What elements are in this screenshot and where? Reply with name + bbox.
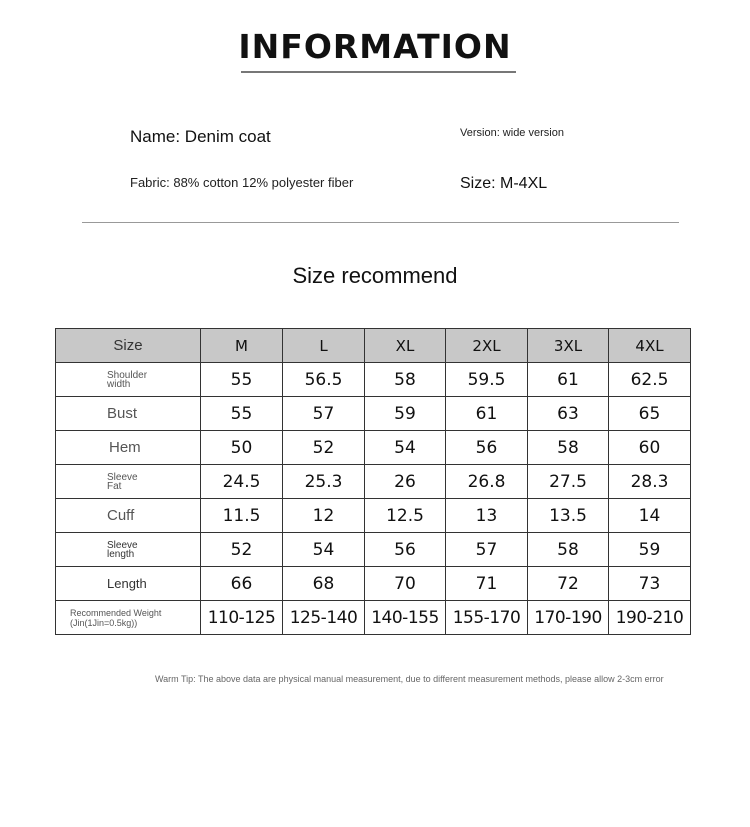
row-label-line: Bust <box>107 405 138 422</box>
row-label-line: (Jin(1Jin=0.5kg)) <box>70 617 138 628</box>
row-label-line: Sleeve <box>107 471 138 483</box>
product-name: Name: Denim coat <box>130 127 271 146</box>
table-cell: 58 <box>365 363 446 397</box>
row-label-line: width <box>107 378 131 390</box>
table-cell: 170-190 <box>528 601 609 635</box>
row-label-sleeve-fat <box>56 465 201 499</box>
table-cell: 13 <box>446 499 528 533</box>
table-cell: 125-140 <box>283 601 365 635</box>
table-row <box>56 397 691 431</box>
product-fabric: Fabric: 88% cotton 12% polyester fiber <box>130 175 354 190</box>
table-cell: 12.5 <box>365 499 446 533</box>
table-cell: 11.5 <box>201 499 283 533</box>
row-label-bust <box>56 397 201 431</box>
column-header-l: L <box>283 329 365 363</box>
row-label-shoulder-width <box>56 363 201 397</box>
table-cell: 71 <box>446 567 528 601</box>
column-header-2xl: 2XL <box>446 329 528 363</box>
row-label-length <box>56 567 201 601</box>
table-cell: 27.5 <box>528 465 609 499</box>
table-row <box>56 499 691 533</box>
table-row <box>56 601 691 635</box>
table-row <box>56 465 691 499</box>
table-cell: 59 <box>609 533 691 567</box>
table-cell: 62.5 <box>609 363 691 397</box>
table-cell: 66 <box>201 567 283 601</box>
title-underline <box>241 71 516 73</box>
warm-tip-note: Warm Tip: The above data are physical manual measurement, due to different measurement methods, please allow 2-3cm error <box>155 674 664 684</box>
table-cell: 26 <box>365 465 446 499</box>
column-header-xl: XL <box>365 329 446 363</box>
table-cell: 59 <box>365 397 446 431</box>
table-cell: 55 <box>201 363 283 397</box>
table-cell: 61 <box>528 363 609 397</box>
table-row <box>56 567 691 601</box>
row-label-line: length <box>107 548 135 560</box>
table-cell: 56 <box>365 533 446 567</box>
table-cell: 59.5 <box>446 363 528 397</box>
table-cell: 57 <box>283 397 365 431</box>
table-cell: 155-170 <box>446 601 528 635</box>
column-header-3xl: 3XL <box>528 329 609 363</box>
column-header-m: M <box>201 329 283 363</box>
row-label-line: Hem <box>109 439 141 456</box>
table-row <box>56 363 691 397</box>
table-cell: 72 <box>528 567 609 601</box>
table-cell: 61 <box>446 397 528 431</box>
table-cell: 56 <box>446 431 528 465</box>
row-label-hem <box>56 431 201 465</box>
table-cell: 12 <box>283 499 365 533</box>
table-cell: 13.5 <box>528 499 609 533</box>
table-cell: 56.5 <box>283 363 365 397</box>
table-cell: 63 <box>528 397 609 431</box>
section-title: Size recommend <box>292 263 458 288</box>
table-cell: 52 <box>201 533 283 567</box>
table-cell: 14 <box>609 499 691 533</box>
row-label-line: Shoulder <box>107 369 148 381</box>
row-label-line: Sleeve <box>107 539 138 551</box>
table-cell: 110-125 <box>201 601 283 635</box>
table-row <box>56 533 691 567</box>
row-label-line: Cuff <box>107 507 135 524</box>
row-label-sleeve-length <box>56 533 201 567</box>
column-header-4xl: 4XL <box>609 329 691 363</box>
table-cell: 25.3 <box>283 465 365 499</box>
table-cell: 24.5 <box>201 465 283 499</box>
table-cell: 26.8 <box>446 465 528 499</box>
table-cell: 55 <box>201 397 283 431</box>
row-label-cuff <box>56 499 201 533</box>
table-cell: 68 <box>283 567 365 601</box>
table-row <box>56 431 691 465</box>
table-cell: 28.3 <box>609 465 691 499</box>
table-cell: 50 <box>201 431 283 465</box>
table-cell: 57 <box>446 533 528 567</box>
column-header-size: Size <box>56 329 201 363</box>
product-version: Version: wide version <box>460 127 564 139</box>
table-cell: 65 <box>609 397 691 431</box>
table-header-row <box>56 329 691 363</box>
size-chart-table <box>55 328 691 635</box>
table-cell: 73 <box>609 567 691 601</box>
row-label-line: Recommended Weight <box>70 607 162 618</box>
table-cell: 60 <box>609 431 691 465</box>
row-label-line: Length <box>107 576 147 591</box>
table-cell: 70 <box>365 567 446 601</box>
table-cell: 58 <box>528 431 609 465</box>
table-cell: 58 <box>528 533 609 567</box>
page-title: INFORMATION <box>238 27 512 66</box>
section-divider <box>82 222 679 223</box>
row-label-line: Fat <box>107 480 122 492</box>
table-cell: 190-210 <box>609 601 691 635</box>
table-cell: 140-155 <box>365 601 446 635</box>
table-cell: 54 <box>365 431 446 465</box>
table-cell: 54 <box>283 533 365 567</box>
table-cell: 52 <box>283 431 365 465</box>
product-size-range: Size: M-4XL <box>460 175 548 192</box>
row-label-recommended-weight <box>56 601 201 635</box>
